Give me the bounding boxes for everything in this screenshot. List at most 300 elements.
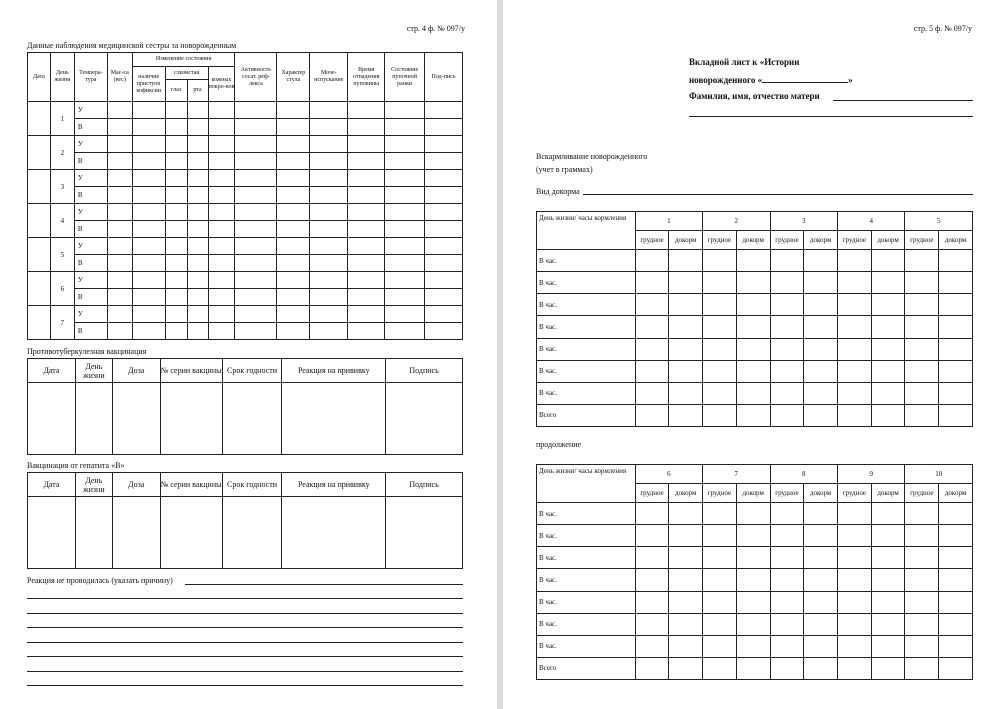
feed-cell[interactable] xyxy=(905,316,939,338)
feed-cell[interactable] xyxy=(804,657,838,679)
obs-cell[interactable] xyxy=(348,221,385,238)
obs-cell[interactable] xyxy=(235,221,277,238)
obs-cell[interactable] xyxy=(132,221,165,238)
obs-cell[interactable] xyxy=(165,289,187,306)
obs-cell[interactable] xyxy=(385,272,425,289)
obs-cell[interactable] xyxy=(425,187,463,204)
obs-cell[interactable] xyxy=(165,170,187,187)
feed-cell[interactable] xyxy=(669,360,703,382)
feed-cell[interactable] xyxy=(770,635,804,657)
feed-cell[interactable] xyxy=(804,382,838,404)
feed-cell[interactable] xyxy=(905,547,939,569)
obs-cell[interactable] xyxy=(208,238,235,255)
feed-cell[interactable] xyxy=(736,404,770,426)
feed-cell[interactable] xyxy=(635,547,669,569)
feed-cell[interactable] xyxy=(804,338,838,360)
obs-cell[interactable] xyxy=(165,306,187,323)
obs-cell[interactable] xyxy=(165,136,187,153)
obs-cell[interactable] xyxy=(187,153,208,170)
reason-line[interactable] xyxy=(27,671,463,672)
temp-cell[interactable] xyxy=(100,323,107,340)
obs-cell[interactable] xyxy=(208,306,235,323)
obs-date-cell[interactable] xyxy=(28,238,51,272)
feed-cell[interactable] xyxy=(635,503,669,525)
feed-cell[interactable] xyxy=(837,569,871,591)
feed-cell[interactable] xyxy=(804,503,838,525)
obs-cell[interactable] xyxy=(208,289,235,306)
obs-cell[interactable] xyxy=(107,136,132,153)
obs-cell[interactable] xyxy=(187,272,208,289)
feed-cell[interactable] xyxy=(635,569,669,591)
feed-cell[interactable] xyxy=(770,382,804,404)
feed-cell[interactable] xyxy=(736,525,770,547)
feed-cell[interactable] xyxy=(703,613,737,635)
obs-cell[interactable] xyxy=(187,136,208,153)
obs-cell[interactable] xyxy=(165,204,187,221)
feed-cell[interactable] xyxy=(669,613,703,635)
feed-cell[interactable] xyxy=(939,338,973,360)
obs-cell[interactable] xyxy=(107,255,132,272)
obs-cell[interactable] xyxy=(348,136,385,153)
obs-cell[interactable] xyxy=(385,323,425,340)
obs-cell[interactable] xyxy=(187,170,208,187)
feed-cell[interactable] xyxy=(770,503,804,525)
feed-cell[interactable] xyxy=(871,250,905,272)
feed-cell[interactable] xyxy=(669,569,703,591)
feed-cell[interactable] xyxy=(871,272,905,294)
obs-cell[interactable] xyxy=(107,272,132,289)
temp-cell[interactable] xyxy=(100,238,107,255)
obs-cell[interactable] xyxy=(310,170,348,187)
feed-cell[interactable] xyxy=(635,272,669,294)
obs-cell[interactable] xyxy=(385,119,425,136)
obs-cell[interactable] xyxy=(277,323,310,340)
feed-cell[interactable] xyxy=(905,569,939,591)
obs-cell[interactable] xyxy=(310,187,348,204)
feed-cell[interactable] xyxy=(939,613,973,635)
obs-cell[interactable] xyxy=(208,187,235,204)
obs-cell[interactable] xyxy=(235,255,277,272)
feed-cell[interactable] xyxy=(703,316,737,338)
obs-cell[interactable] xyxy=(348,187,385,204)
obs-cell[interactable] xyxy=(385,238,425,255)
feed-cell[interactable] xyxy=(669,338,703,360)
obs-cell[interactable] xyxy=(107,187,132,204)
temp-cell[interactable] xyxy=(100,187,107,204)
feed-cell[interactable] xyxy=(736,294,770,316)
obs-cell[interactable] xyxy=(132,204,165,221)
obs-cell[interactable] xyxy=(235,289,277,306)
feed-cell[interactable] xyxy=(804,525,838,547)
feed-cell[interactable] xyxy=(905,382,939,404)
feed-cell[interactable] xyxy=(770,250,804,272)
feed-cell[interactable] xyxy=(770,360,804,382)
feed-cell[interactable] xyxy=(804,250,838,272)
obs-cell[interactable] xyxy=(208,204,235,221)
obs-cell[interactable] xyxy=(277,187,310,204)
obs-cell[interactable] xyxy=(348,204,385,221)
feed-cell[interactable] xyxy=(837,613,871,635)
feed-cell[interactable] xyxy=(871,316,905,338)
feed-cell[interactable] xyxy=(871,294,905,316)
feed-cell[interactable] xyxy=(669,547,703,569)
obs-cell[interactable] xyxy=(208,272,235,289)
feed-cell[interactable] xyxy=(905,338,939,360)
reason-line[interactable] xyxy=(27,613,463,614)
feed-cell[interactable] xyxy=(669,635,703,657)
feed-cell[interactable] xyxy=(837,657,871,679)
feed-cell[interactable] xyxy=(837,591,871,613)
obs-cell[interactable] xyxy=(132,187,165,204)
feed-cell[interactable] xyxy=(905,591,939,613)
obs-cell[interactable] xyxy=(187,306,208,323)
obs-cell[interactable] xyxy=(348,153,385,170)
feed-cell[interactable] xyxy=(635,404,669,426)
obs-cell[interactable] xyxy=(235,306,277,323)
feed-cell[interactable] xyxy=(703,382,737,404)
feed-cell[interactable] xyxy=(669,657,703,679)
feed-cell[interactable] xyxy=(804,613,838,635)
obs-cell[interactable] xyxy=(348,255,385,272)
feed-cell[interactable] xyxy=(770,338,804,360)
feed-cell[interactable] xyxy=(736,250,770,272)
obs-cell[interactable] xyxy=(235,153,277,170)
feed-cell[interactable] xyxy=(703,338,737,360)
obs-cell[interactable] xyxy=(165,255,187,272)
feed-cell[interactable] xyxy=(669,591,703,613)
obs-cell[interactable] xyxy=(208,153,235,170)
obs-cell[interactable] xyxy=(107,221,132,238)
feed-cell[interactable] xyxy=(770,613,804,635)
feed-cell[interactable] xyxy=(837,360,871,382)
obs-cell[interactable] xyxy=(132,170,165,187)
feed-cell[interactable] xyxy=(703,360,737,382)
obs-cell[interactable] xyxy=(310,323,348,340)
feed-cell[interactable] xyxy=(635,613,669,635)
obs-cell[interactable] xyxy=(187,238,208,255)
obs-date-cell[interactable] xyxy=(28,272,51,306)
feed-cell[interactable] xyxy=(837,547,871,569)
feed-cell[interactable] xyxy=(939,569,973,591)
feed-cell[interactable] xyxy=(804,547,838,569)
obs-cell[interactable] xyxy=(107,119,132,136)
feed-cell[interactable] xyxy=(871,525,905,547)
obs-cell[interactable] xyxy=(425,221,463,238)
obs-date-cell[interactable] xyxy=(28,204,51,238)
obs-cell[interactable] xyxy=(187,289,208,306)
obs-cell[interactable] xyxy=(385,102,425,119)
obs-cell[interactable] xyxy=(425,153,463,170)
reason-line[interactable] xyxy=(27,642,463,643)
feed-cell[interactable] xyxy=(770,569,804,591)
feed-cell[interactable] xyxy=(736,613,770,635)
obs-cell[interactable] xyxy=(235,119,277,136)
obs-cell[interactable] xyxy=(235,170,277,187)
obs-cell[interactable] xyxy=(348,102,385,119)
obs-cell[interactable] xyxy=(277,119,310,136)
temp-cell[interactable] xyxy=(100,153,107,170)
feed-cell[interactable] xyxy=(703,635,737,657)
obs-date-cell[interactable] xyxy=(28,170,51,204)
obs-cell[interactable] xyxy=(165,272,187,289)
obs-cell[interactable] xyxy=(165,323,187,340)
obs-cell[interactable] xyxy=(310,119,348,136)
feed-cell[interactable] xyxy=(635,294,669,316)
feed-cell[interactable] xyxy=(736,547,770,569)
feed-cell[interactable] xyxy=(939,547,973,569)
obs-cell[interactable] xyxy=(107,289,132,306)
reason-line[interactable] xyxy=(27,685,463,686)
feed-cell[interactable] xyxy=(804,569,838,591)
obs-cell[interactable] xyxy=(165,153,187,170)
temp-cell[interactable] xyxy=(100,289,107,306)
obs-cell[interactable] xyxy=(187,255,208,272)
temp-cell[interactable] xyxy=(100,170,107,187)
temp-cell[interactable] xyxy=(100,255,107,272)
feed-cell[interactable] xyxy=(703,404,737,426)
obs-cell[interactable] xyxy=(165,119,187,136)
feed-cell[interactable] xyxy=(804,635,838,657)
feed-cell[interactable] xyxy=(871,613,905,635)
feed-cell[interactable] xyxy=(635,525,669,547)
obs-cell[interactable] xyxy=(187,187,208,204)
feed-cell[interactable] xyxy=(939,294,973,316)
obs-cell[interactable] xyxy=(348,323,385,340)
feed-cell[interactable] xyxy=(837,316,871,338)
feed-cell[interactable] xyxy=(837,503,871,525)
obs-cell[interactable] xyxy=(425,170,463,187)
obs-cell[interactable] xyxy=(385,187,425,204)
feed-cell[interactable] xyxy=(635,657,669,679)
feed-cell[interactable] xyxy=(939,360,973,382)
feed-cell[interactable] xyxy=(905,635,939,657)
obs-cell[interactable] xyxy=(348,238,385,255)
feed-cell[interactable] xyxy=(703,250,737,272)
obs-cell[interactable] xyxy=(235,136,277,153)
feed-cell[interactable] xyxy=(770,657,804,679)
feed-cell[interactable] xyxy=(669,316,703,338)
obs-cell[interactable] xyxy=(425,204,463,221)
obs-cell[interactable] xyxy=(385,289,425,306)
feed-cell[interactable] xyxy=(736,657,770,679)
feed-cell[interactable] xyxy=(905,503,939,525)
obs-cell[interactable] xyxy=(385,136,425,153)
obs-cell[interactable] xyxy=(385,221,425,238)
feed-cell[interactable] xyxy=(804,360,838,382)
temp-cell[interactable] xyxy=(100,272,107,289)
temp-cell[interactable] xyxy=(100,221,107,238)
obs-cell[interactable] xyxy=(132,323,165,340)
feed-cell[interactable] xyxy=(804,591,838,613)
feed-cell[interactable] xyxy=(905,613,939,635)
feed-cell[interactable] xyxy=(871,503,905,525)
obs-cell[interactable] xyxy=(277,306,310,323)
obs-cell[interactable] xyxy=(132,136,165,153)
feed-cell[interactable] xyxy=(770,547,804,569)
feed-cell[interactable] xyxy=(837,635,871,657)
temp-cell[interactable] xyxy=(100,119,107,136)
feed-cell[interactable] xyxy=(736,272,770,294)
feed-cell[interactable] xyxy=(703,503,737,525)
feed-cell[interactable] xyxy=(703,547,737,569)
feed-cell[interactable] xyxy=(905,272,939,294)
obs-cell[interactable] xyxy=(277,204,310,221)
feed-cell[interactable] xyxy=(669,404,703,426)
feed-cell[interactable] xyxy=(635,316,669,338)
feed-cell[interactable] xyxy=(905,250,939,272)
obs-cell[interactable] xyxy=(385,170,425,187)
obs-cell[interactable] xyxy=(235,204,277,221)
feed-cell[interactable] xyxy=(939,250,973,272)
obs-cell[interactable] xyxy=(165,187,187,204)
feed-cell[interactable] xyxy=(635,591,669,613)
obs-cell[interactable] xyxy=(385,153,425,170)
reason-line[interactable] xyxy=(27,627,463,628)
obs-cell[interactable] xyxy=(235,323,277,340)
temp-cell[interactable] xyxy=(100,306,107,323)
obs-cell[interactable] xyxy=(208,323,235,340)
obs-cell[interactable] xyxy=(107,204,132,221)
feed-cell[interactable] xyxy=(905,404,939,426)
obs-cell[interactable] xyxy=(107,238,132,255)
obs-cell[interactable] xyxy=(277,170,310,187)
feed-cell[interactable] xyxy=(669,272,703,294)
obs-cell[interactable] xyxy=(277,255,310,272)
feed-cell[interactable] xyxy=(669,382,703,404)
feed-cell[interactable] xyxy=(905,360,939,382)
obs-cell[interactable] xyxy=(132,289,165,306)
obs-cell[interactable] xyxy=(208,170,235,187)
reason-line[interactable] xyxy=(27,656,463,657)
feed-cell[interactable] xyxy=(770,316,804,338)
obs-cell[interactable] xyxy=(235,238,277,255)
feed-cell[interactable] xyxy=(736,316,770,338)
obs-cell[interactable] xyxy=(277,136,310,153)
feed-cell[interactable] xyxy=(703,591,737,613)
obs-cell[interactable] xyxy=(132,153,165,170)
feed-cell[interactable] xyxy=(703,525,737,547)
obs-cell[interactable] xyxy=(277,238,310,255)
obs-cell[interactable] xyxy=(310,306,348,323)
obs-date-cell[interactable] xyxy=(28,306,51,340)
obs-cell[interactable] xyxy=(107,102,132,119)
reason-line[interactable] xyxy=(27,598,463,599)
obs-cell[interactable] xyxy=(208,255,235,272)
obs-cell[interactable] xyxy=(425,255,463,272)
obs-cell[interactable] xyxy=(132,306,165,323)
feed-cell[interactable] xyxy=(770,591,804,613)
feed-cell[interactable] xyxy=(871,657,905,679)
feed-cell[interactable] xyxy=(871,635,905,657)
feed-cell[interactable] xyxy=(669,503,703,525)
obs-cell[interactable] xyxy=(208,221,235,238)
feed-cell[interactable] xyxy=(770,272,804,294)
obs-cell[interactable] xyxy=(348,289,385,306)
feed-cell[interactable] xyxy=(736,382,770,404)
obs-cell[interactable] xyxy=(132,255,165,272)
feed-cell[interactable] xyxy=(804,272,838,294)
obs-cell[interactable] xyxy=(385,204,425,221)
obs-cell[interactable] xyxy=(348,170,385,187)
feed-cell[interactable] xyxy=(736,360,770,382)
feed-cell[interactable] xyxy=(837,525,871,547)
obs-cell[interactable] xyxy=(310,102,348,119)
feed-cell[interactable] xyxy=(635,635,669,657)
obs-cell[interactable] xyxy=(310,136,348,153)
obs-date-cell[interactable] xyxy=(28,136,51,170)
obs-cell[interactable] xyxy=(385,255,425,272)
feed-cell[interactable] xyxy=(770,525,804,547)
feed-cell[interactable] xyxy=(939,503,973,525)
obs-cell[interactable] xyxy=(425,238,463,255)
feed-cell[interactable] xyxy=(703,657,737,679)
feed-cell[interactable] xyxy=(871,382,905,404)
obs-cell[interactable] xyxy=(187,221,208,238)
obs-cell[interactable] xyxy=(208,102,235,119)
obs-cell[interactable] xyxy=(235,187,277,204)
feed-cell[interactable] xyxy=(939,657,973,679)
feed-cell[interactable] xyxy=(635,338,669,360)
obs-cell[interactable] xyxy=(107,153,132,170)
feed-cell[interactable] xyxy=(635,382,669,404)
feed-cell[interactable] xyxy=(871,591,905,613)
obs-cell[interactable] xyxy=(348,119,385,136)
feed-cell[interactable] xyxy=(703,272,737,294)
obs-cell[interactable] xyxy=(277,272,310,289)
feed-cell[interactable] xyxy=(905,657,939,679)
feed-cell[interactable] xyxy=(703,294,737,316)
feed-cell[interactable] xyxy=(635,250,669,272)
feed-cell[interactable] xyxy=(804,404,838,426)
obs-cell[interactable] xyxy=(235,272,277,289)
obs-cell[interactable] xyxy=(208,136,235,153)
feed-cell[interactable] xyxy=(939,382,973,404)
obs-cell[interactable] xyxy=(277,102,310,119)
feed-cell[interactable] xyxy=(837,272,871,294)
obs-date-cell[interactable] xyxy=(28,102,51,136)
feed-cell[interactable] xyxy=(635,360,669,382)
obs-cell[interactable] xyxy=(132,272,165,289)
obs-cell[interactable] xyxy=(132,102,165,119)
obs-cell[interactable] xyxy=(425,102,463,119)
feed-cell[interactable] xyxy=(939,525,973,547)
feed-cell[interactable] xyxy=(703,569,737,591)
obs-cell[interactable] xyxy=(310,272,348,289)
feed-cell[interactable] xyxy=(939,591,973,613)
obs-cell[interactable] xyxy=(165,102,187,119)
obs-cell[interactable] xyxy=(165,221,187,238)
obs-cell[interactable] xyxy=(277,221,310,238)
feed-cell[interactable] xyxy=(871,360,905,382)
obs-cell[interactable] xyxy=(277,153,310,170)
feed-cell[interactable] xyxy=(871,547,905,569)
feed-cell[interactable] xyxy=(736,338,770,360)
obs-cell[interactable] xyxy=(310,238,348,255)
obs-cell[interactable] xyxy=(425,136,463,153)
obs-cell[interactable] xyxy=(132,238,165,255)
obs-cell[interactable] xyxy=(132,119,165,136)
obs-cell[interactable] xyxy=(348,272,385,289)
obs-cell[interactable] xyxy=(107,306,132,323)
obs-cell[interactable] xyxy=(310,204,348,221)
temp-cell[interactable] xyxy=(100,136,107,153)
feed-cell[interactable] xyxy=(939,272,973,294)
feed-cell[interactable] xyxy=(871,338,905,360)
obs-cell[interactable] xyxy=(425,323,463,340)
feed-cell[interactable] xyxy=(939,635,973,657)
feed-cell[interactable] xyxy=(770,404,804,426)
obs-cell[interactable] xyxy=(425,289,463,306)
